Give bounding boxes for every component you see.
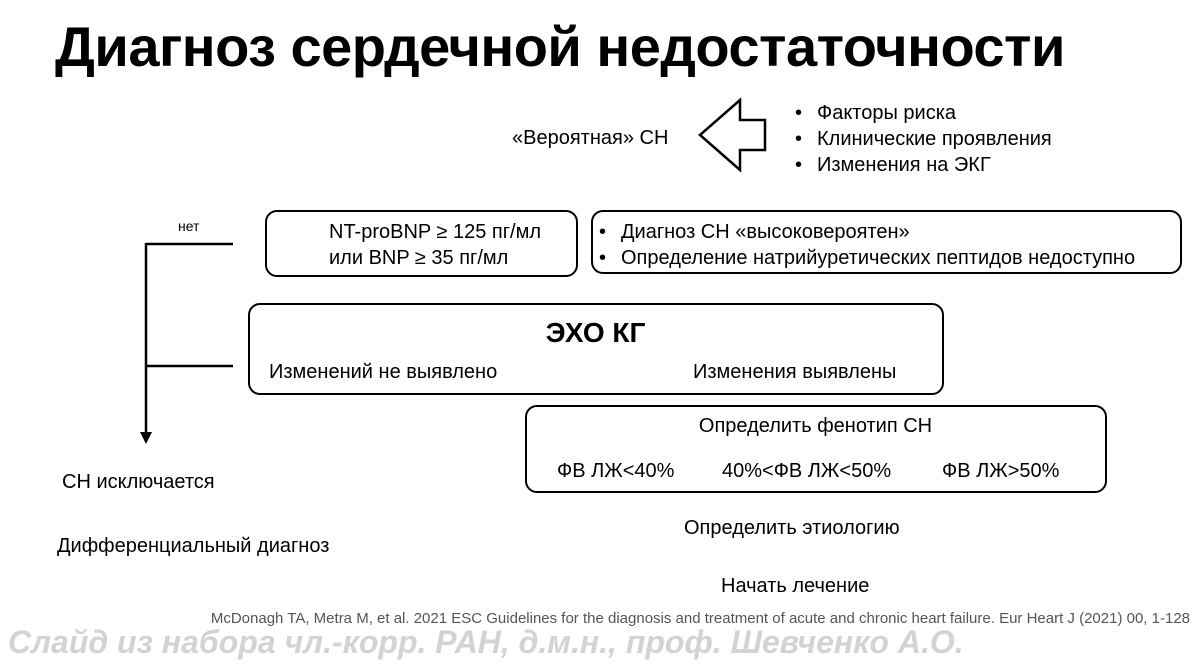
watermark: Слайд из набора чл.-корр. РАН, д.м.н., проф. Шевченко А.О. (8, 624, 964, 660)
echo-box (248, 303, 944, 395)
determine-etiology: Определить этиологию (684, 517, 900, 539)
bnp-line-1: NT-proBNP ≥ 125 пг/мл (329, 221, 542, 243)
differential-diagnosis: Дифференциальный диагноз (57, 535, 330, 557)
reference-citation: McDonagh TA, Metra M, et al. 2021 ESC Guidelines for the diagnosis and treatment of acute and chronic heart failure. Eur Heart J (2021) 00, 1-128 (210, 610, 1190, 627)
probable-hf-label: «Вероятная» СН (512, 127, 669, 149)
phenotype-box (525, 405, 1107, 493)
bnp-box (265, 210, 578, 277)
risk-item: • Клинические проявления (795, 126, 1052, 152)
phenotype-title: Определить фенотип СН (698, 415, 933, 437)
echo-no-changes: Изменений не выявлено (269, 361, 498, 383)
condition-item: • Диагноз СН «высоковероятен» (599, 219, 1135, 245)
left-arrow-icon (700, 100, 765, 170)
hf-excluded: СН исключается (62, 471, 215, 493)
echo-title: ЭХО КГ (545, 317, 646, 348)
risk-item: • Факторы риска (795, 100, 1052, 126)
condition-item: • Определение натрийуретических пептидов недоступно (599, 245, 1135, 271)
phenotype-item-high: ФВ ЛЖ>50% (942, 460, 1060, 482)
conditions-box (591, 210, 1182, 274)
down-arrow-icon (140, 432, 152, 444)
bnp-line-2: или BNP ≥ 35 пг/мл (329, 247, 509, 269)
echo-changes: Изменения выявлены (693, 361, 897, 383)
risk-item: • Изменения на ЭКГ (795, 152, 1052, 178)
no-label: нет (178, 218, 200, 234)
slide-title: Диагноз сердечной недостаточности (55, 15, 1065, 78)
risk-list (795, 100, 1052, 178)
phenotype-item-low: ФВ ЛЖ<40% (557, 460, 675, 482)
conditions-list (599, 219, 1135, 271)
start-treatment: Начать лечение (721, 575, 870, 597)
phenotype-item-mid: 40%<ФВ ЛЖ<50% (722, 460, 892, 482)
